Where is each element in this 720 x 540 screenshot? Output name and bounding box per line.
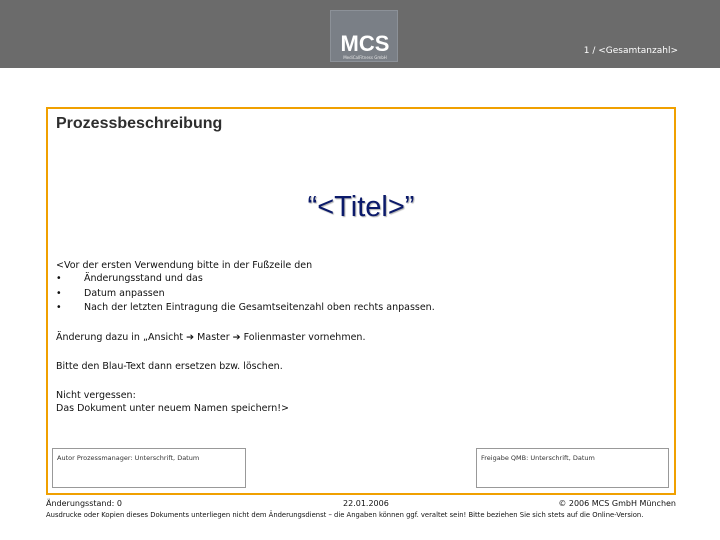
mcs-logo <box>330 10 398 62</box>
instruction-mid: Master <box>197 332 230 343</box>
approval-signature-label: Freigabe QMB: Unterschrift, Datum <box>481 454 595 462</box>
bullet-item: Änderungsstand und das <box>84 273 203 284</box>
reminder-line: Nicht vergessen: <box>56 390 136 401</box>
author-signature-label: Autor Prozessmanager: Unterschrift, Datum <box>57 454 200 462</box>
reminder-line: Das Dokument unter neuem Namen speichern!> <box>56 403 290 414</box>
document-frame <box>46 107 676 495</box>
instruction-end: Folienmaster vornehmen. <box>243 332 366 343</box>
footer-date: 22.01.2006 <box>343 499 389 508</box>
bullet-marker: • <box>56 288 62 299</box>
bullet-item: Datum anpassen <box>84 288 165 299</box>
footer-revision: Änderungsstand: 0 <box>46 499 122 508</box>
bullet-item: Nach der letzten Eintragung die Gesamtseitenzahl oben rechts anpassen. <box>84 302 435 313</box>
page-count: 1 / <Gesamtanzahl> <box>583 46 678 56</box>
arrow-right-icon: ➔ <box>186 332 195 343</box>
instruction-text <box>56 331 365 344</box>
arrow-right-icon: ➔ <box>232 332 241 343</box>
instruction-prefix: Änderung dazu in „Ansicht <box>56 332 184 343</box>
logo-text: MCS <box>340 31 390 56</box>
footer-copyright: © 2006 MCS GmbH München <box>558 499 676 508</box>
intro-text: <Vor der ersten Verwendung bitte in der Fußzeile den <box>56 260 313 271</box>
author-signature-box[interactable] <box>52 448 246 488</box>
blue-text-note: Bitte den Blau-Text dann ersetzen bzw. löschen. <box>56 361 283 372</box>
logo-subtext: MediCalFitness GmbH <box>343 55 387 60</box>
document-heading: Prozessbeschreibung <box>56 115 223 132</box>
bullet-marker: • <box>56 302 62 313</box>
header-bar <box>0 0 720 68</box>
footer-disclaimer: Ausdrucke oder Kopien dieses Dokuments unterliegen nicht dem Änderungsdienst – die Angaben können ggf. veraltet sein! Bitte beziehen Sie sich stets auf die Online-Version. <box>46 511 644 519</box>
bullet-marker: • <box>56 273 62 284</box>
document-title[interactable]: “<Titel>” <box>307 191 415 223</box>
approval-signature-box[interactable] <box>476 448 669 488</box>
